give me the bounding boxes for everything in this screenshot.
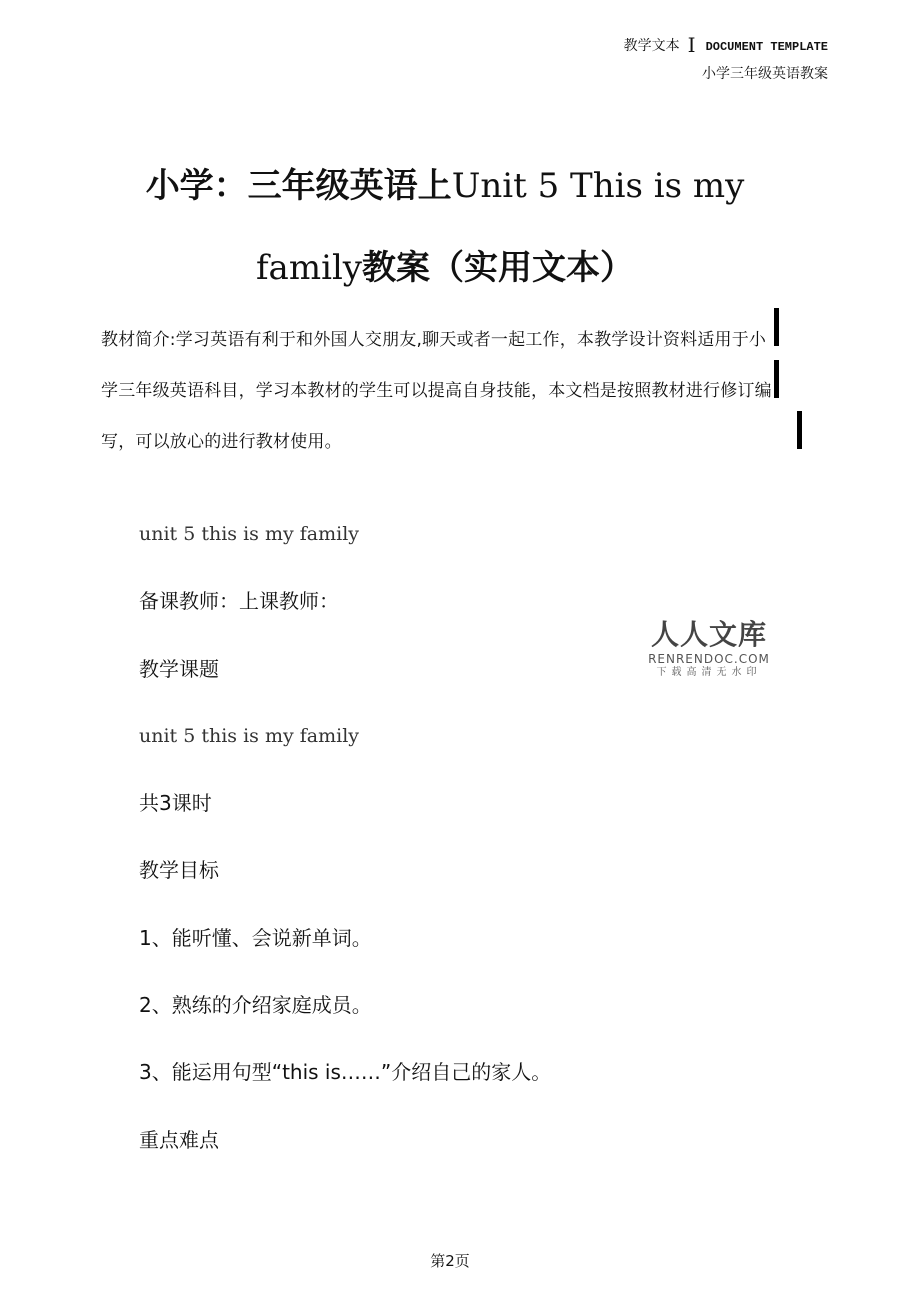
header-doc-type: 教学文本 — [623, 38, 680, 54]
header-doc-label — [624, 33, 828, 57]
periods-line: 共3课时 — [139, 791, 212, 815]
topic-label: 教学课题 — [139, 657, 219, 681]
watermark-site: RENRENDOC.COM — [648, 652, 770, 666]
teachers-line: 备课教师：上课教师： — [139, 589, 339, 613]
header-separator: I — [687, 33, 696, 57]
topic-value: unit 5 this is my family — [139, 725, 360, 747]
objective-item: 2、熟练的介绍家庭成员。 — [139, 993, 372, 1017]
unit-heading: unit 5 this is my family — [139, 523, 360, 545]
header-subtitle: 小学三年级英语教案 — [702, 66, 828, 82]
objectives-label: 教学目标 — [139, 858, 219, 882]
margin-bar — [797, 411, 802, 449]
intro-paragraph: 教材简介:学习英语有利于和外国人交朋友,聊天或者一起工作，本教学设计资料适用于小学三年级英语科目，学习本教材的学生可以提高自身技能，本文档是按照教材进行修订编写，可以放心的进行教材使用。 — [101, 330, 772, 452]
title-chinese-part: 小学：三年级英语上 — [145, 166, 452, 206]
margin-bar — [774, 308, 779, 346]
objective-item: 1、能听懂、会说新单词。 — [139, 926, 372, 950]
page-number: 第2页 — [430, 1252, 470, 1270]
title-english-part-2: family — [255, 248, 363, 288]
document-title-line1 — [100, 158, 790, 207]
key-points-label: 重点难点 — [139, 1128, 219, 1152]
watermark-name: 人人文库 — [650, 618, 767, 651]
margin-bar — [774, 360, 779, 398]
title-english-part: Unit 5 This is my — [451, 166, 745, 206]
watermark-logo — [645, 618, 773, 680]
objective-item: 3、能运用句型“this is……”介绍自己的家人。 — [139, 1060, 552, 1084]
document-title-line2 — [100, 240, 790, 289]
watermark-tagline: 下载高清无水印 — [656, 667, 762, 678]
header-template-label: DOCUMENT TEMPLATE — [705, 40, 828, 54]
title-chinese-part-2: 教案（实用文本） — [362, 248, 635, 288]
